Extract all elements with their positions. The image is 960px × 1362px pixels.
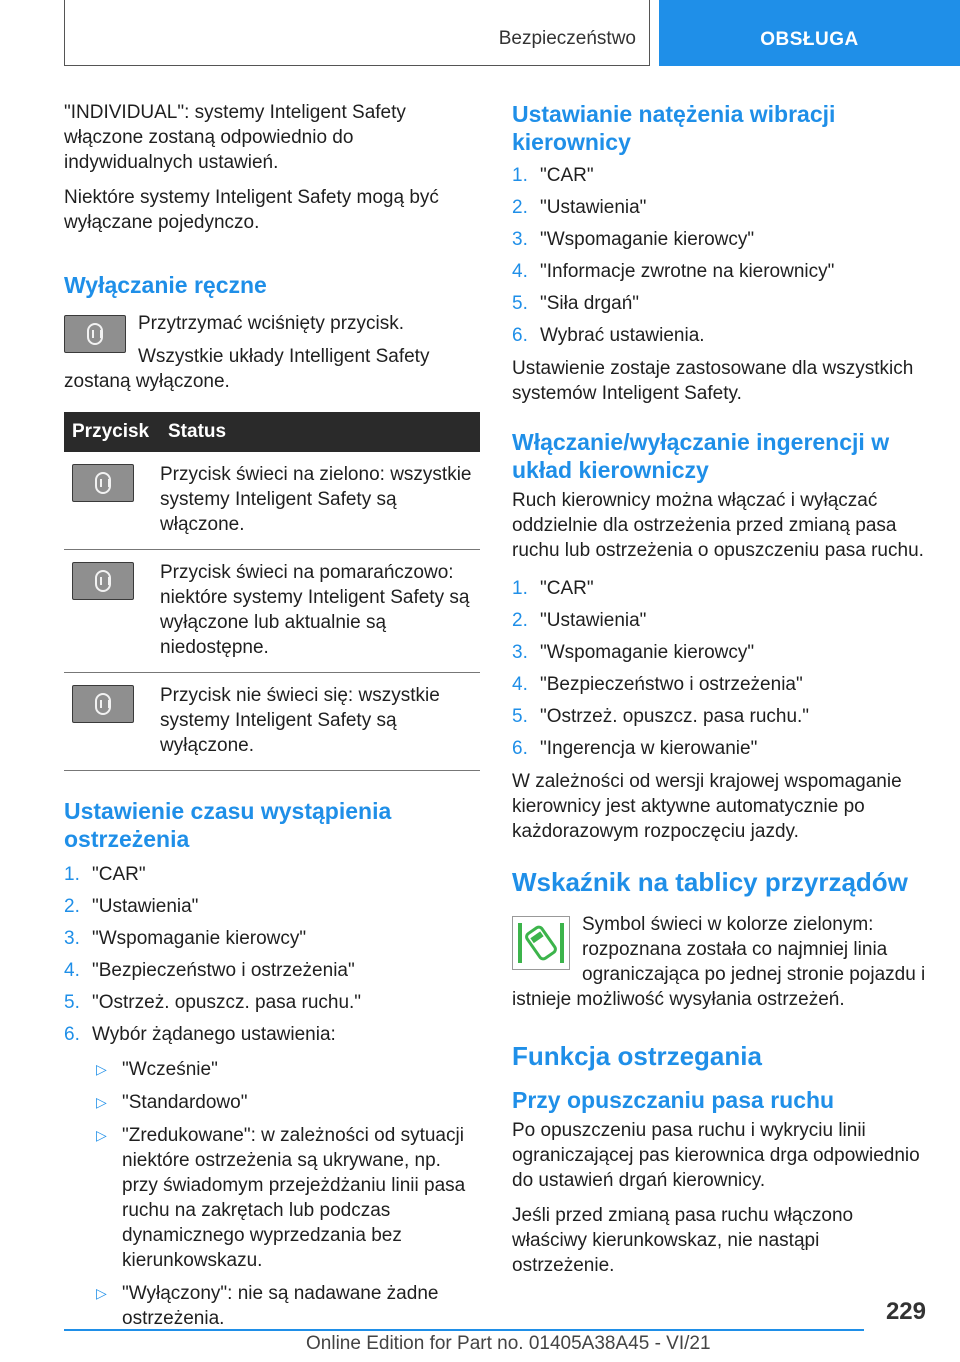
right-column [512,100,926,1288]
list-item: 2. "Ustawienia" [512,610,647,631]
section-title: Bezpieczeństwo [498,28,636,49]
list-item: 2. "Ustawienia" [512,197,647,218]
footer-divider [64,1329,864,1331]
list-item: 5. "Ostrzeż. opuszcz. pasa ruchu." [64,992,362,1013]
heading-vibration: Ustawianie natężenia wibracji kierownicy [512,101,836,155]
sub-list [64,1057,480,1331]
heading-manual-off: Wyłączanie ręczne [64,272,267,298]
paragraph: "INDIVIDUAL": systemy Inteligent Safety włączone zostaną odpowiednio do indywidualnych ustawień. [64,102,406,173]
heading-warning-time: Ustawienie czasu wystąpienia ostrzeżenia [64,798,392,852]
safety-button-icon [72,562,134,600]
table-row [64,452,480,550]
indicator-block [512,912,926,1012]
safety-button-icon [72,464,134,502]
list-item: 6. Wybrać ustawienia. [512,325,705,346]
list-item: 5. "Siła drgań" [512,293,640,314]
paragraph: Ustawienie zostaje zastosowane dla wszystkich systemów Inteligent Safety. [512,358,914,404]
heading-steering: Włączanie/wyłączanie ingerencji w układ kierowniczy [512,429,890,483]
paragraph: Niektóre systemy Inteligent Safety mogą być wyłączane pojedynczo. [64,187,439,233]
list-item: ▷ "Wcześnie" [96,1059,218,1080]
list-item: 4. "Bezpieczeństwo i ostrzeżenia" [64,960,355,981]
list-item: 3. "Wspomaganie kierowcy" [64,928,307,949]
steps-list [512,160,926,352]
left-column [64,100,480,1339]
heading-indicator: Wskaźnik na tablicy przyrządów [512,867,908,897]
table-header-button: Przycisk [64,412,160,452]
page-number: 229 [885,1298,926,1325]
list-item: 6. "Ingerencja w kierowanie" [512,738,758,759]
paragraph: Przytrzymać wciśnięty przycisk. [138,313,405,334]
list-item: 2. "Ustawienia" [64,896,199,917]
table-header-status: Status [160,412,480,452]
status-table [64,412,480,771]
lane-departure-icon [512,916,570,970]
list-item: 1. "CAR" [512,578,594,599]
paragraph: Ruch kierownicy można włączać i wyłączać oddzielnie dla ostrzeżenia przed zmianą pasa ruchu lub ostrzeżenia o opuszczeniu pasa ruchu. [512,490,924,561]
paragraph: Symbol świeci w kolorze zielonym: rozpoznana została co najmniej linia ograniczająca po jednej stronie pojazdu i istnieje możliwość wysyłania ostrzeżeń. [512,914,926,1010]
list-item: 1. "CAR" [64,864,146,885]
list-item: 4. "Informacje zwrotne na kierownicy" [512,261,835,282]
table-row [64,550,480,673]
paragraph: Jeśli przed zmianą pasa ruchu włączono właściwy kierunkowskaz, nie nastąpi ostrzeżenie. [512,1205,854,1276]
list-item: ▷ "Wyłączony": nie są nadawane żadne ostrzeżenia. [96,1283,439,1329]
paragraph: W zależności od wersji krajowej wspomaganie kierownicy jest aktywne automatycznie po każdorazowym rozpoczęciu jazdy. [512,771,902,842]
list-item: 5. "Ostrzeż. opuszcz. pasa ruchu." [512,706,810,727]
list-item: 3. "Wspomaganie kierowcy" [512,642,755,663]
list-item: ▷ "Standardowo" [96,1092,248,1113]
heading-warning-function: Funkcja ostrzegania [512,1041,762,1071]
status-text: Przycisk świeci na pomarańczowo: niektóre systemy Inteligent Safety są wyłączone lub aktualnie są niedostępne. [160,550,480,673]
edition-info: Online Edition for Part no. 01405A38A45 - VI/21 [306,1333,711,1354]
safety-button-icon [64,315,126,353]
list-item: 1. "CAR" [512,165,594,186]
table-row [64,673,480,771]
list-item: 3. "Wspomaganie kierowcy" [512,229,755,250]
chapter-tab-label: OBSŁUGA [760,29,859,50]
heading-lane-leaving: Przy opuszczaniu pasa ruchu [512,1087,835,1113]
status-text: Przycisk świeci na zielono: wszystkie systemy Inteligent Safety są włączone. [160,452,480,550]
steps-list [512,573,926,765]
manual-block [64,311,480,394]
list-item: ▷ "Zredukowane": w zależności od sytuacji niektóre ostrzeżenia są ukrywane, np. przy świadomym przejeżdżaniu linii pasa ruchu na zakrętach lub podczas dynamicznego wyprzedzania bez kierunkowskazu. [96,1125,466,1271]
list-item: 4. "Bezpieczeństwo i ostrzeżenia" [512,674,803,695]
paragraph: Wszystkie układy Intelligent Safety zostaną wyłączone. [64,346,430,392]
steps-list [64,859,480,1051]
status-text: Przycisk nie świeci się: wszystkie systemy Inteligent Safety są wyłączone. [160,673,480,771]
paragraph: Po opuszczeniu pasa ruchu i wykryciu linii ograniczającej pas kierownica drga odpowiednio do ustawień drgań kierownicy. [512,1120,920,1191]
list-item: 6. Wybór żądanego ustawienia: [64,1024,336,1045]
safety-button-icon [72,685,134,723]
chapter-tab[interactable] [659,0,960,66]
